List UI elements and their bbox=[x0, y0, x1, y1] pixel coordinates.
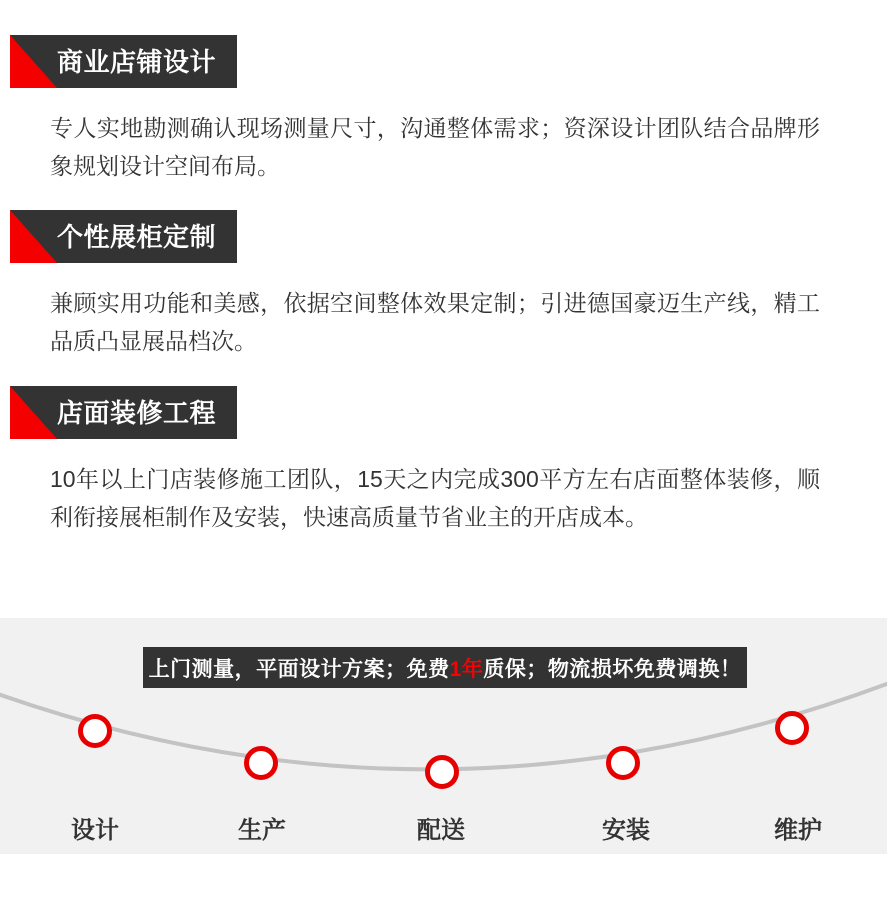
step-label-production: 生产 bbox=[238, 817, 286, 844]
red-triangle-icon bbox=[10, 386, 57, 439]
section-badge-3 bbox=[10, 386, 237, 439]
service-section-1 bbox=[0, 35, 887, 185]
service-section-2 bbox=[0, 210, 887, 360]
step-marker-design bbox=[78, 714, 112, 748]
promo-banner bbox=[143, 647, 747, 688]
red-triangle-icon bbox=[10, 210, 57, 263]
step-label-delivery: 配送 bbox=[417, 817, 465, 844]
section-badge-1 bbox=[10, 35, 237, 88]
step-marker-production bbox=[244, 746, 278, 780]
step-marker-delivery bbox=[425, 755, 459, 789]
service-section-3 bbox=[0, 386, 887, 536]
step-label-maintenance: 维护 bbox=[774, 817, 822, 844]
section-title-3: 店面装修工程 bbox=[57, 397, 217, 428]
promo-text-prefix: 上门测量，平面设计方案；免费 bbox=[148, 657, 450, 681]
section-description-2: 兼顾实用功能和美感，依据空间整体效果定制；引进德国豪迈生产线，精工品质凸显展品档次。 bbox=[50, 290, 820, 354]
promo-highlight: 1年 bbox=[449, 657, 484, 681]
section-title-2: 个性展柜定制 bbox=[57, 221, 217, 252]
step-label-design: 设计 bbox=[71, 817, 119, 844]
step-marker-maintenance bbox=[775, 711, 809, 745]
step-label-installation: 安装 bbox=[602, 817, 650, 844]
step-marker-installation bbox=[606, 746, 640, 780]
section-badge-2 bbox=[10, 210, 237, 263]
section-description-1: 专人实地勘测确认现场测量尺寸，沟通整体需求；资深设计团队结合品牌形象规划设计空间布局。 bbox=[50, 115, 820, 179]
process-section bbox=[0, 618, 887, 854]
promo-text-suffix: 质保；物流损坏免费调换！ bbox=[483, 657, 742, 681]
section-description-3: 10年以上门店装修施工团队，15天之内完成300平方左右店面整体装修，顺利衔接展柜制作及安装，快速高质量节省业主的开店成本。 bbox=[50, 466, 820, 530]
red-triangle-icon bbox=[10, 35, 57, 88]
section-title-1: 商业店铺设计 bbox=[57, 46, 217, 77]
